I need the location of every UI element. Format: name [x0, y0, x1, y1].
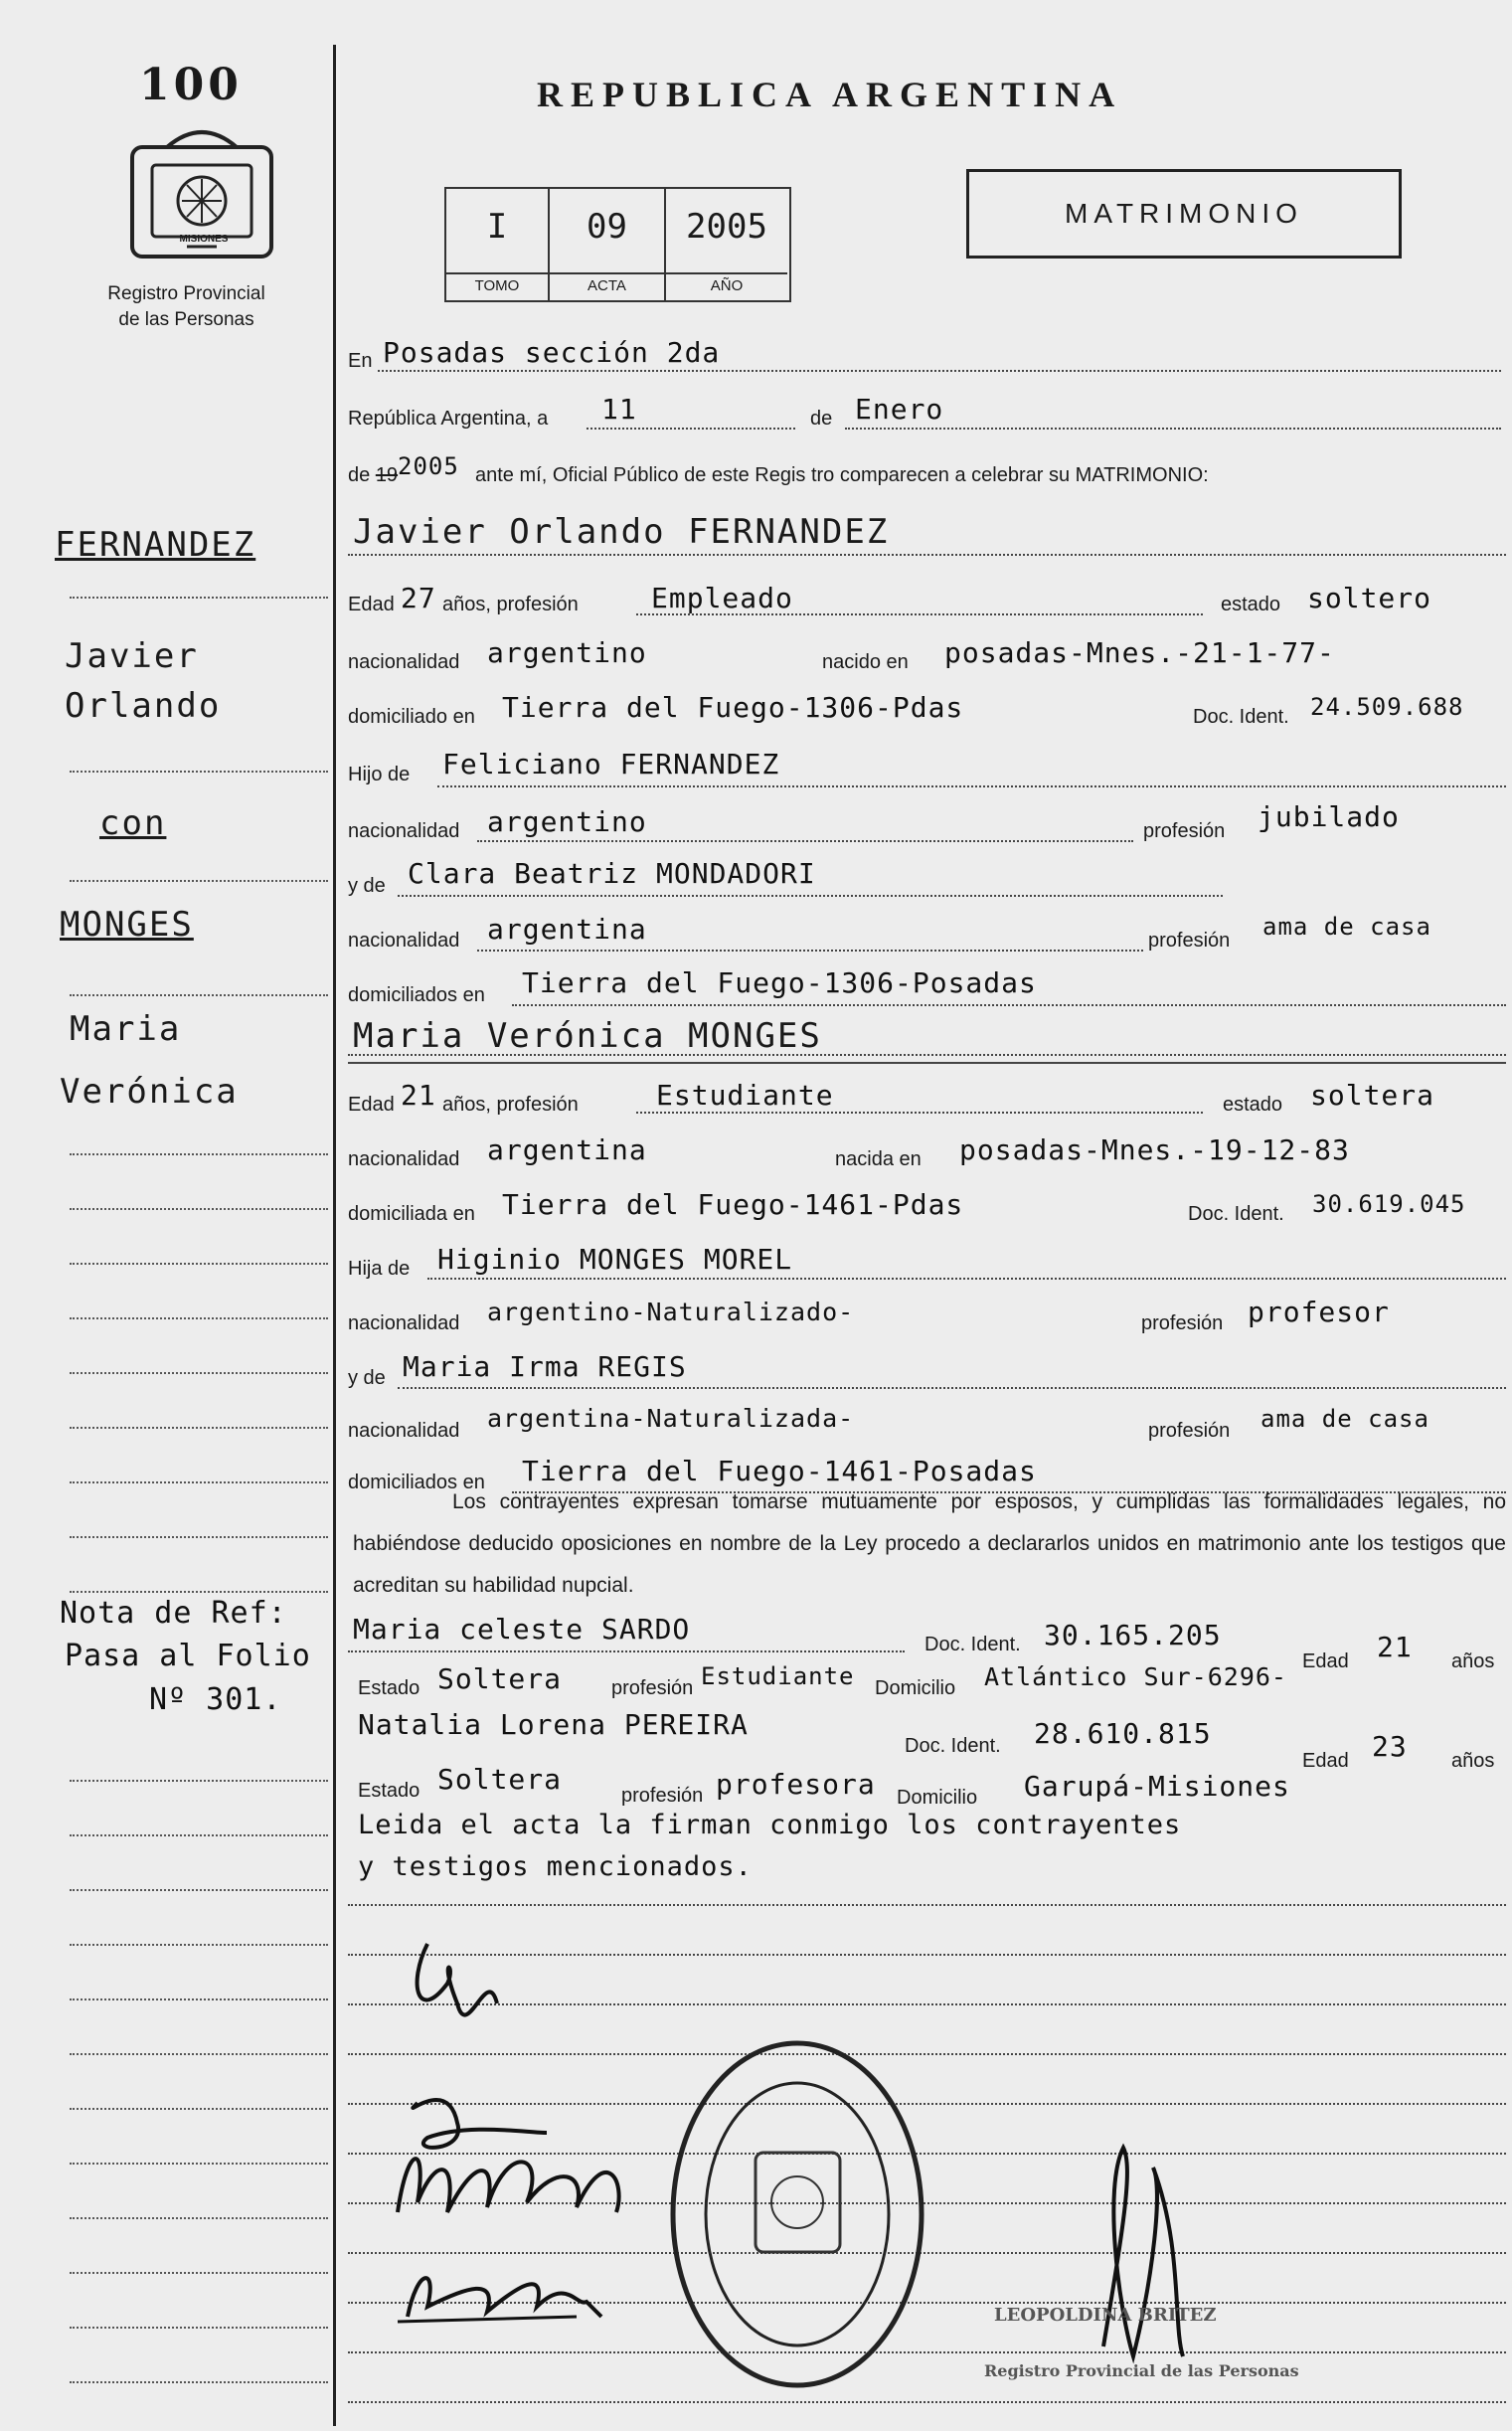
de19-label	[348, 464, 398, 487]
groom-doc-label: Doc. Ident.	[1193, 706, 1289, 728]
bride-name-line	[348, 1054, 1506, 1056]
witness1-doc: 30.165.205	[1044, 1619, 1222, 1651]
margin-ruled-line	[70, 994, 328, 996]
margin-ruled-line	[70, 1889, 328, 1891]
ruled-line	[348, 2401, 1506, 2403]
groom-mnac-line	[477, 950, 1143, 952]
margin-ruled-line	[70, 2217, 328, 2219]
groom-mnac-label: nacionalidad	[348, 930, 460, 952]
witness1-edad: 21	[1377, 1631, 1413, 1663]
closing-line-2: y testigos mencionados.	[358, 1851, 753, 1882]
groom-pdom-label: domiciliados en	[348, 984, 485, 1006]
margin-nota-1: Nota de Ref:	[60, 1596, 287, 1631]
margin-given-2b: Verónica	[60, 1072, 239, 1112]
groom-edad: 27	[401, 582, 436, 614]
official-name: LEOPOLDINA BRITEZ	[994, 2305, 1217, 2326]
w2-anos-label: años	[1451, 1750, 1495, 1772]
w2-estado-label: Estado	[358, 1780, 420, 1802]
margin-ruled-line	[70, 2381, 328, 2383]
margin-nota-3: Nº 301.	[149, 1682, 282, 1717]
witness1-profesion: Estudiante	[701, 1662, 855, 1690]
margin-ruled-line	[70, 1591, 328, 1593]
month-line	[845, 428, 1501, 430]
margin-ruled-line	[70, 2053, 328, 2055]
ano-value: 2005	[686, 207, 767, 247]
provincial-seal-icon	[127, 117, 276, 276]
ano-label: AÑO	[666, 272, 787, 294]
w1-anos-label: años	[1451, 1650, 1495, 1672]
groom-dom-label: domiciliado en	[348, 706, 475, 728]
bride-pdom-label: domiciliados en	[348, 1472, 485, 1493]
groom-profesion-label: años, profesión	[442, 594, 579, 615]
signature-witness-1	[378, 2123, 656, 2242]
groom-nacido: posadas-Mnes.-21-1-77-	[944, 636, 1335, 669]
groom-mprof-label: profesión	[1148, 930, 1231, 952]
margin-surname-2: MONGES	[60, 905, 194, 945]
acta-reference-box	[444, 187, 791, 302]
groom-mother-prof: ama de casa	[1262, 913, 1431, 941]
witness2-name: Natalia Lorena PEREIRA	[358, 1708, 749, 1741]
ano-cell	[666, 189, 787, 300]
registro-provincial-label	[40, 281, 333, 333]
de19-text: de	[348, 464, 371, 486]
witness2-estado: Soltera	[437, 1763, 563, 1796]
document-type-label: MATRIMONIO	[1065, 198, 1303, 229]
groom-pdom-line	[512, 1004, 1506, 1006]
bride-mother-prof: ama de casa	[1260, 1405, 1429, 1433]
groom-mother-nac: argentina	[487, 913, 647, 946]
bride-mprof-label: profesión	[1148, 1420, 1231, 1442]
signature-witness-2	[378, 2247, 616, 2337]
bride-nacida-label: nacida en	[835, 1148, 922, 1170]
witness2-edad: 23	[1372, 1730, 1408, 1763]
margin-ruled-line	[70, 1427, 328, 1429]
margin-ruled-line	[70, 880, 328, 882]
groom-edad-label: Edad	[348, 594, 395, 615]
registro-line-2: de las Personas	[118, 309, 254, 330]
day-value: 11	[601, 393, 637, 426]
groom-fnac-label: nacionalidad	[348, 820, 460, 842]
bride-hija-label: Hija de	[348, 1258, 411, 1280]
closing-line-1: Leida el acta la firman conmigo los contrayentes	[358, 1810, 1182, 1840]
bride-estado: soltera	[1310, 1079, 1435, 1112]
place-line	[378, 370, 1501, 372]
tomo-value: I	[486, 207, 508, 247]
tomo-cell	[446, 189, 550, 300]
margin-surname-1: FERNANDEZ	[55, 525, 256, 565]
groom-hijo-label: Hijo de	[348, 764, 411, 785]
bride-father-line	[427, 1278, 1506, 1280]
margin-given-1a: Javier	[65, 636, 199, 676]
groom-mother-line	[398, 895, 1223, 897]
folio-number: 100	[139, 60, 243, 110]
bride-doc: 30.619.045	[1312, 1190, 1466, 1218]
year-value: 2005	[398, 452, 459, 480]
margin-given-2a: Maria	[70, 1009, 182, 1049]
bride-father-prof: profesor	[1248, 1296, 1390, 1328]
margin-ruled-line	[70, 1998, 328, 2000]
margin-ruled-line	[70, 2163, 328, 2165]
margin-ruled-line	[70, 1536, 328, 1538]
witness2-domicilio: Garupá-Misiones	[1024, 1770, 1290, 1803]
margin-ruled-line	[70, 771, 328, 773]
groom-nacido-label: nacido en	[822, 651, 909, 673]
groom-nac-label: nacionalidad	[348, 651, 460, 673]
witness1-estado: Soltera	[437, 1662, 563, 1695]
en-label: En	[348, 350, 373, 372]
country-heading: REPUBLICA ARGENTINA	[537, 75, 1123, 114]
acta-value: 09	[587, 207, 627, 247]
registro-line-1: Registro Provincial	[107, 283, 265, 304]
acta-label: ACTA	[550, 272, 664, 294]
seal-caption: MISIONES	[179, 234, 229, 245]
groom-yde-label: y de	[348, 875, 386, 897]
groom-father-line	[437, 785, 1506, 787]
groom-doc: 24.509.688	[1310, 693, 1464, 721]
signature-official	[1064, 2128, 1203, 2376]
w1-prof-label: profesión	[611, 1677, 694, 1699]
margin-ruled-line	[70, 2108, 328, 2110]
margin-ruled-line	[70, 1208, 328, 1210]
place-value: Posadas sección 2da	[383, 336, 721, 369]
bride-fprof-label: profesión	[1141, 1312, 1224, 1334]
tomo-label: TOMO	[446, 272, 548, 294]
witness1-name-line	[348, 1650, 905, 1652]
bride-name: Maria Verónica MONGES	[353, 1016, 822, 1056]
acta-cell	[550, 189, 666, 300]
margin-ruled-line	[70, 2272, 328, 2274]
declaration-text: Los contrayentes expresan tomarse mutuamente por esposos, y cumplidas las formalidades legales, no habiéndose deducido oposiciones en nombre de la Ley procedo a declararlos unidos en matrimonio ante los testigos que acreditan su habilidad nupcial.	[353, 1490, 1506, 1597]
de-label: de	[810, 408, 833, 430]
bride-edad: 21	[401, 1079, 436, 1112]
intro-statement: ante mí, Oficial Público de este Regis tro comparecen a celebrar su MATRIMONIO:	[475, 464, 1209, 486]
margin-ruled-line	[70, 1317, 328, 1319]
margin-ruled-line	[70, 1834, 328, 1836]
groom-name-line	[348, 554, 1506, 556]
bride-doc-label: Doc. Ident.	[1188, 1203, 1284, 1225]
bride-domicilio: Tierra del Fuego-1461-Pdas	[502, 1188, 964, 1221]
bride-mother: Maria Irma REGIS	[403, 1350, 687, 1383]
w1-estado-label: Estado	[358, 1677, 420, 1699]
bride-yde-label: y de	[348, 1367, 386, 1389]
bride-nacionalidad: argentina	[487, 1133, 647, 1166]
margin-ruled-line	[70, 1481, 328, 1483]
groom-name: Javier Orlando FERNANDEZ	[353, 512, 890, 552]
margin-ruled-line	[70, 1263, 328, 1265]
bride-edad-label: Edad	[348, 1094, 395, 1116]
margin-ruled-line	[70, 2327, 328, 2329]
groom-estado: soltero	[1307, 582, 1432, 614]
groom-parents-dom: Tierra del Fuego-1306-Posadas	[522, 966, 1037, 999]
w2-dom-label: Domicilio	[897, 1787, 978, 1809]
bride-profesion: Estudiante	[656, 1079, 834, 1112]
groom-father-nac: argentino	[487, 805, 647, 838]
official-stamp-icon	[661, 2033, 934, 2396]
w2-prof-label: profesión	[621, 1785, 704, 1807]
bride-dom-label: domiciliada en	[348, 1203, 475, 1225]
bride-profesion-line	[636, 1112, 1203, 1114]
groom-profesion: Empleado	[651, 582, 793, 614]
margin-ruled-line	[70, 1153, 328, 1155]
witness1-name: Maria celeste SARDO	[353, 1613, 691, 1646]
ruled-line	[348, 1904, 1506, 1906]
year-printed: 19	[375, 464, 399, 486]
groom-nacionalidad: argentino	[487, 636, 647, 669]
margin-nota-2: Pasa al Folio	[65, 1639, 311, 1673]
bride-fnac-label: nacionalidad	[348, 1312, 460, 1334]
w1-edad-label: Edad	[1302, 1650, 1349, 1672]
bride-mother-nac: argentina-Naturalizada-	[487, 1404, 855, 1433]
month-value: Enero	[855, 393, 944, 426]
groom-estado-label: estado	[1221, 594, 1281, 615]
bride-profesion-label: años, profesión	[442, 1094, 579, 1116]
official-org: Registro Provincial de las Personas	[984, 2361, 1299, 2380]
margin-ruled-line	[70, 1780, 328, 1782]
witness1-domicilio: Atlántico Sur-6296-	[984, 1662, 1287, 1691]
groom-fnac-line	[477, 840, 1133, 842]
bride-separator	[348, 1062, 1506, 1064]
bride-mother-line	[398, 1387, 1506, 1389]
groom-domicilio: Tierra del Fuego-1306-Pdas	[502, 691, 964, 724]
bride-mnac-label: nacionalidad	[348, 1420, 460, 1442]
witness2-doc: 28.610.815	[1034, 1717, 1212, 1750]
republica-label: República Argentina, a	[348, 408, 549, 430]
bride-estado-label: estado	[1223, 1094, 1283, 1116]
margin-con: con	[99, 803, 167, 843]
w2-doc-label: Doc. Ident.	[905, 1735, 1001, 1757]
day-line	[587, 428, 795, 430]
margin-ruled-line	[70, 1944, 328, 1946]
groom-profesion-line	[636, 613, 1203, 615]
witness2-profesion: profesora	[716, 1768, 876, 1801]
w1-doc-label: Doc. Ident.	[924, 1634, 1021, 1655]
margin-given-1b: Orlando	[65, 686, 222, 726]
groom-fprof-label: profesión	[1143, 820, 1226, 842]
w2-edad-label: Edad	[1302, 1750, 1349, 1772]
bride-father: Higinio MONGES MOREL	[437, 1243, 793, 1276]
margin-ruled-line	[70, 597, 328, 599]
groom-father-prof: jubilado	[1258, 800, 1400, 833]
bride-father-nac: argentino-Naturalizado-	[487, 1298, 855, 1326]
groom-father: Feliciano FERNANDEZ	[442, 748, 780, 781]
bride-nacida: posadas-Mnes.-19-12-83	[959, 1133, 1350, 1166]
w1-dom-label: Domicilio	[875, 1677, 956, 1699]
bride-parents-dom: Tierra del Fuego-1461-Posadas	[522, 1455, 1037, 1487]
left-margin-divider	[333, 45, 336, 2426]
document-type-box	[966, 169, 1402, 259]
groom-mother: Clara Beatriz MONDADORI	[408, 857, 816, 890]
margin-ruled-line	[70, 1372, 328, 1374]
bride-nac-label: nacionalidad	[348, 1148, 460, 1170]
